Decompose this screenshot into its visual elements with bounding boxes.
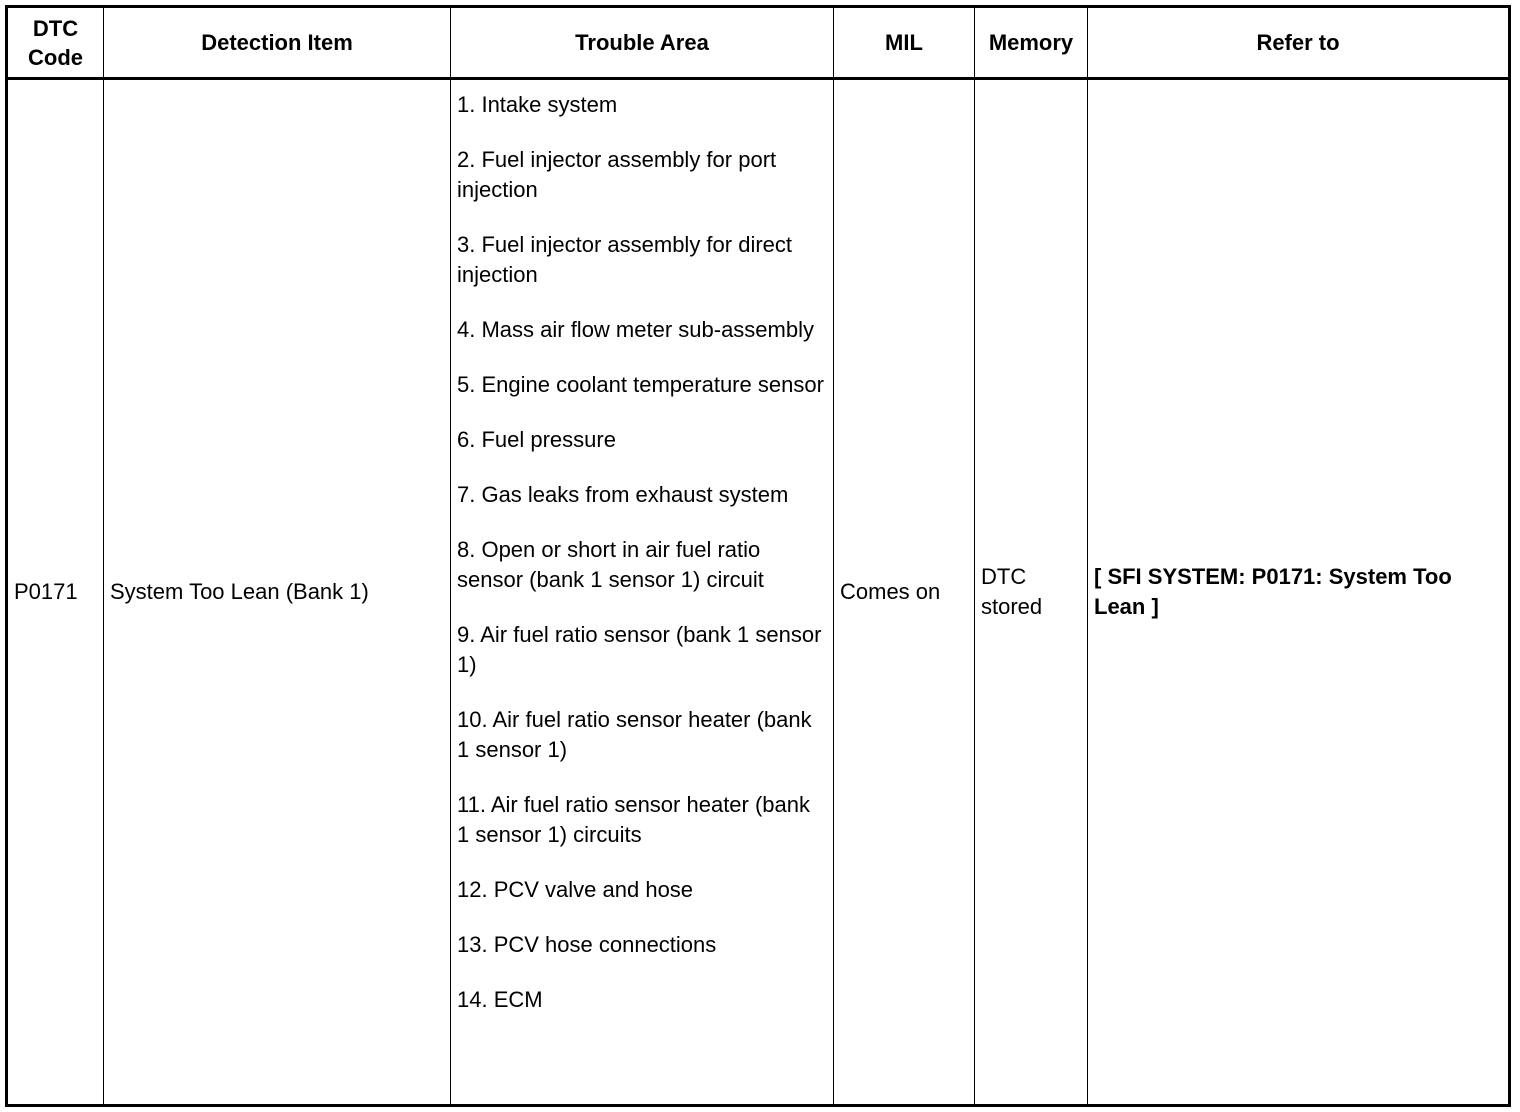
memory-cell <box>975 79 1088 1106</box>
mil-cell: Comes on <box>834 79 975 1106</box>
trouble-area-item: 7. Gas leaks from exhaust system <box>457 482 789 507</box>
trouble-area-item: 13. PCV hose connections <box>457 932 717 957</box>
header-detection-item: Detection Item <box>104 7 451 79</box>
memory-line2: stored <box>981 594 1043 619</box>
table-body <box>7 79 1510 1106</box>
refer-to-link[interactable]: [ SFI SYSTEM: P0171: System Too Lean ] <box>1094 564 1452 619</box>
trouble-area-item: 6. Fuel pressure <box>457 427 616 452</box>
trouble-area-item: 1. Intake system <box>457 92 618 117</box>
trouble-area-item: 5. Engine coolant temperature sensor <box>457 372 824 397</box>
header-mil: MIL <box>834 7 975 79</box>
header-dtc-code-line2: Code <box>28 44 83 70</box>
header-memory: Memory <box>975 7 1088 79</box>
trouble-area-item: 14. ECM <box>457 987 543 1012</box>
header-dtc-code-line1: DTC <box>32 15 79 41</box>
header-dtc-code <box>7 7 104 79</box>
trouble-area-item: 11. Air fuel ratio sensor heater (bank 1 sensor 1) circuits <box>457 792 811 847</box>
header-trouble-area: Trouble Area <box>451 7 834 79</box>
header-refer-to: Refer to <box>1088 7 1510 79</box>
trouble-area-item: 2. Fuel injector assembly for port injection <box>457 147 777 202</box>
refer-to-cell <box>1088 79 1510 1106</box>
table-header <box>7 7 1510 79</box>
trouble-area-list <box>457 90 827 1015</box>
detection-item-cell: System Too Lean (Bank 1) <box>104 79 451 1106</box>
table-row <box>7 79 1510 1106</box>
trouble-area-cell <box>451 79 834 1106</box>
trouble-area-item: 12. PCV valve and hose <box>457 877 694 902</box>
header-row <box>7 7 1510 79</box>
trouble-area-item: 4. Mass air flow meter sub-assembly <box>457 317 814 342</box>
dtc-table <box>5 5 1511 1107</box>
trouble-area-item: 3. Fuel injector assembly for direct injection <box>457 232 793 287</box>
trouble-area-item: 8. Open or short in air fuel ratio sensor (bank 1 sensor 1) circuit <box>457 537 764 592</box>
trouble-area-item: 9. Air fuel ratio sensor (bank 1 sensor 1) <box>457 622 822 677</box>
dtc-code-cell: P0171 <box>7 79 104 1106</box>
trouble-area-item: 10. Air fuel ratio sensor heater (bank 1 sensor 1) <box>457 707 812 762</box>
memory-line1: DTC <box>981 564 1027 589</box>
